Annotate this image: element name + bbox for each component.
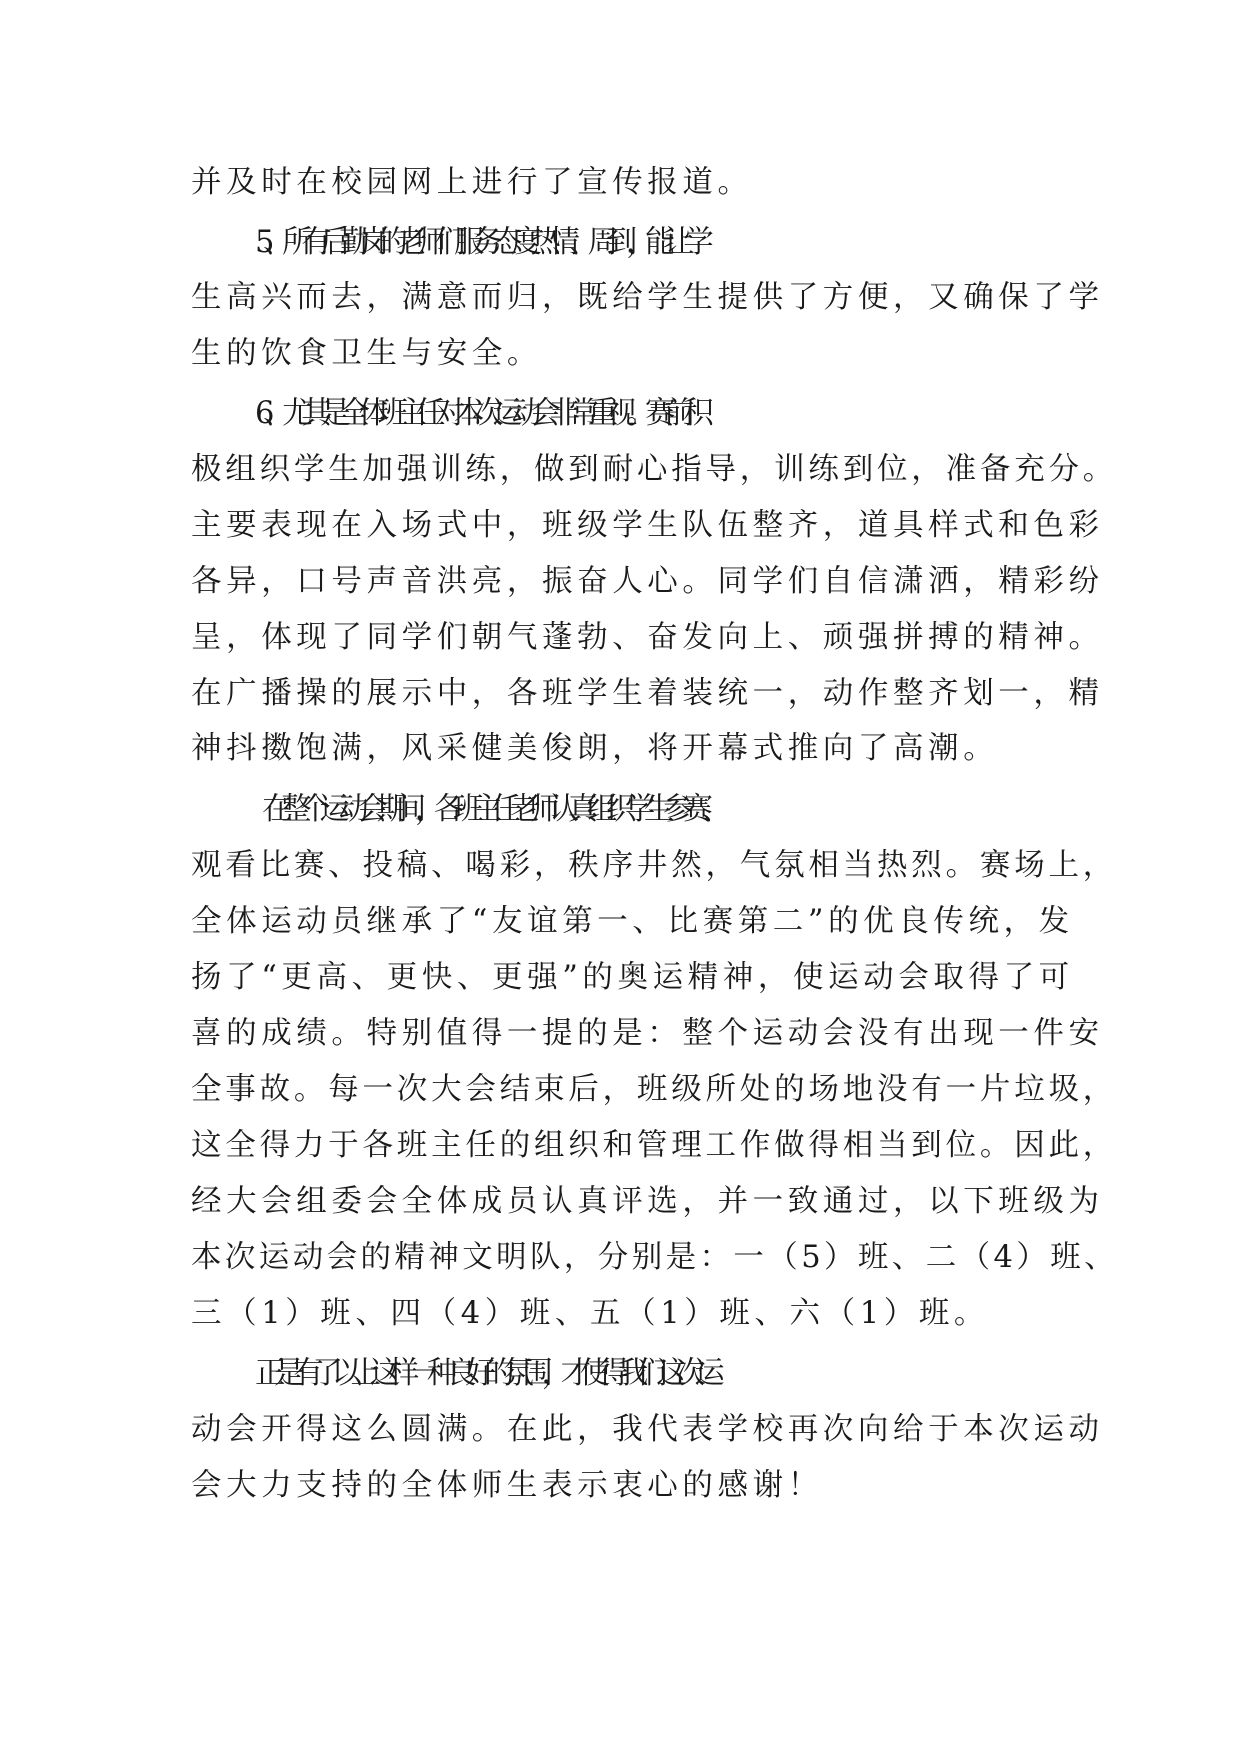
text-line: 扬了“更高、更快、更强”的奥运精神，使运动会取得了可 (191, 960, 1074, 995)
text-line: 观看比赛、投稿、喝彩，秩序井然，气氛相当热烈。赛场上， (191, 848, 1118, 883)
text-line: 动会开得这么圆满。在此，我代表学校再次向给于本次运动 (191, 1412, 1104, 1447)
text-line: 主要表现在入场式中，班级学生队伍整齐，道具样式和色彩 (191, 508, 1104, 543)
text-line: 神抖擞饱满，风采健美俊朗，将开幕式推向了高潮。 (191, 731, 999, 766)
text-line: 各异，口号声音洪亮，振奋人心。同学们自信潇洒，精彩纷 (191, 564, 1104, 599)
text-line: 会大力支持的全体师生表示衷心的感谢！ (191, 1468, 823, 1503)
text-line: 喜的成绩。特别值得一提的是：整个运动会没有出现一件安 (191, 1016, 1104, 1051)
text-line: 5、所有后勤岗的老师们服务态度热情、周到，能让学 (255, 225, 703, 260)
text-line: 呈，体现了同学们朝气蓬勃、奋发向上、顽强拼搏的精神。 (191, 620, 1104, 655)
text-line: 在整个运动会期间，各班主任老师认真组织学生参赛、 (262, 792, 721, 827)
text-line: 三（1）班、四（4）班、五（1）班、六（1）班。 (191, 1296, 990, 1331)
text-line: 本次运动会的精神文明队，分别是：一（5）班、二（4）班、 (191, 1240, 1119, 1275)
text-line: 6、尤其是全体班主任对本次运动会非常重视。赛前积 (255, 396, 703, 431)
text-line: 经大会组委会全体成员认真评选，并一致通过，以下班级为 (191, 1184, 1104, 1219)
text-line: 生高兴而去，满意而归，既给学生提供了方便，又确保了学 (191, 280, 1104, 315)
text-line: 全事故。每一次大会结束后，班级所处的场地没有一片垃圾， (191, 1072, 1118, 1107)
text-line: 并及时在校园网上进行了宣传报道。 (191, 165, 753, 200)
text-line: 极组织学生加强训练，做到耐心指导，训练到位，准备充分。 (191, 452, 1118, 487)
text-line: 正是有了以上这样一种良好的氛围，才使得我们这次运 (255, 1356, 714, 1391)
text-line: 这全得力于各班主任的组织和管理工作做得相当到位。因此， (191, 1128, 1118, 1163)
text-line: 在广播操的展示中，各班学生着装统一，动作整齐划一，精 (191, 676, 1104, 711)
text-line: 全体运动员继承了“友谊第一、比赛第二”的优良传统，发 (191, 904, 1074, 939)
text-line: 生的饮食卫生与安全。 (191, 336, 542, 371)
